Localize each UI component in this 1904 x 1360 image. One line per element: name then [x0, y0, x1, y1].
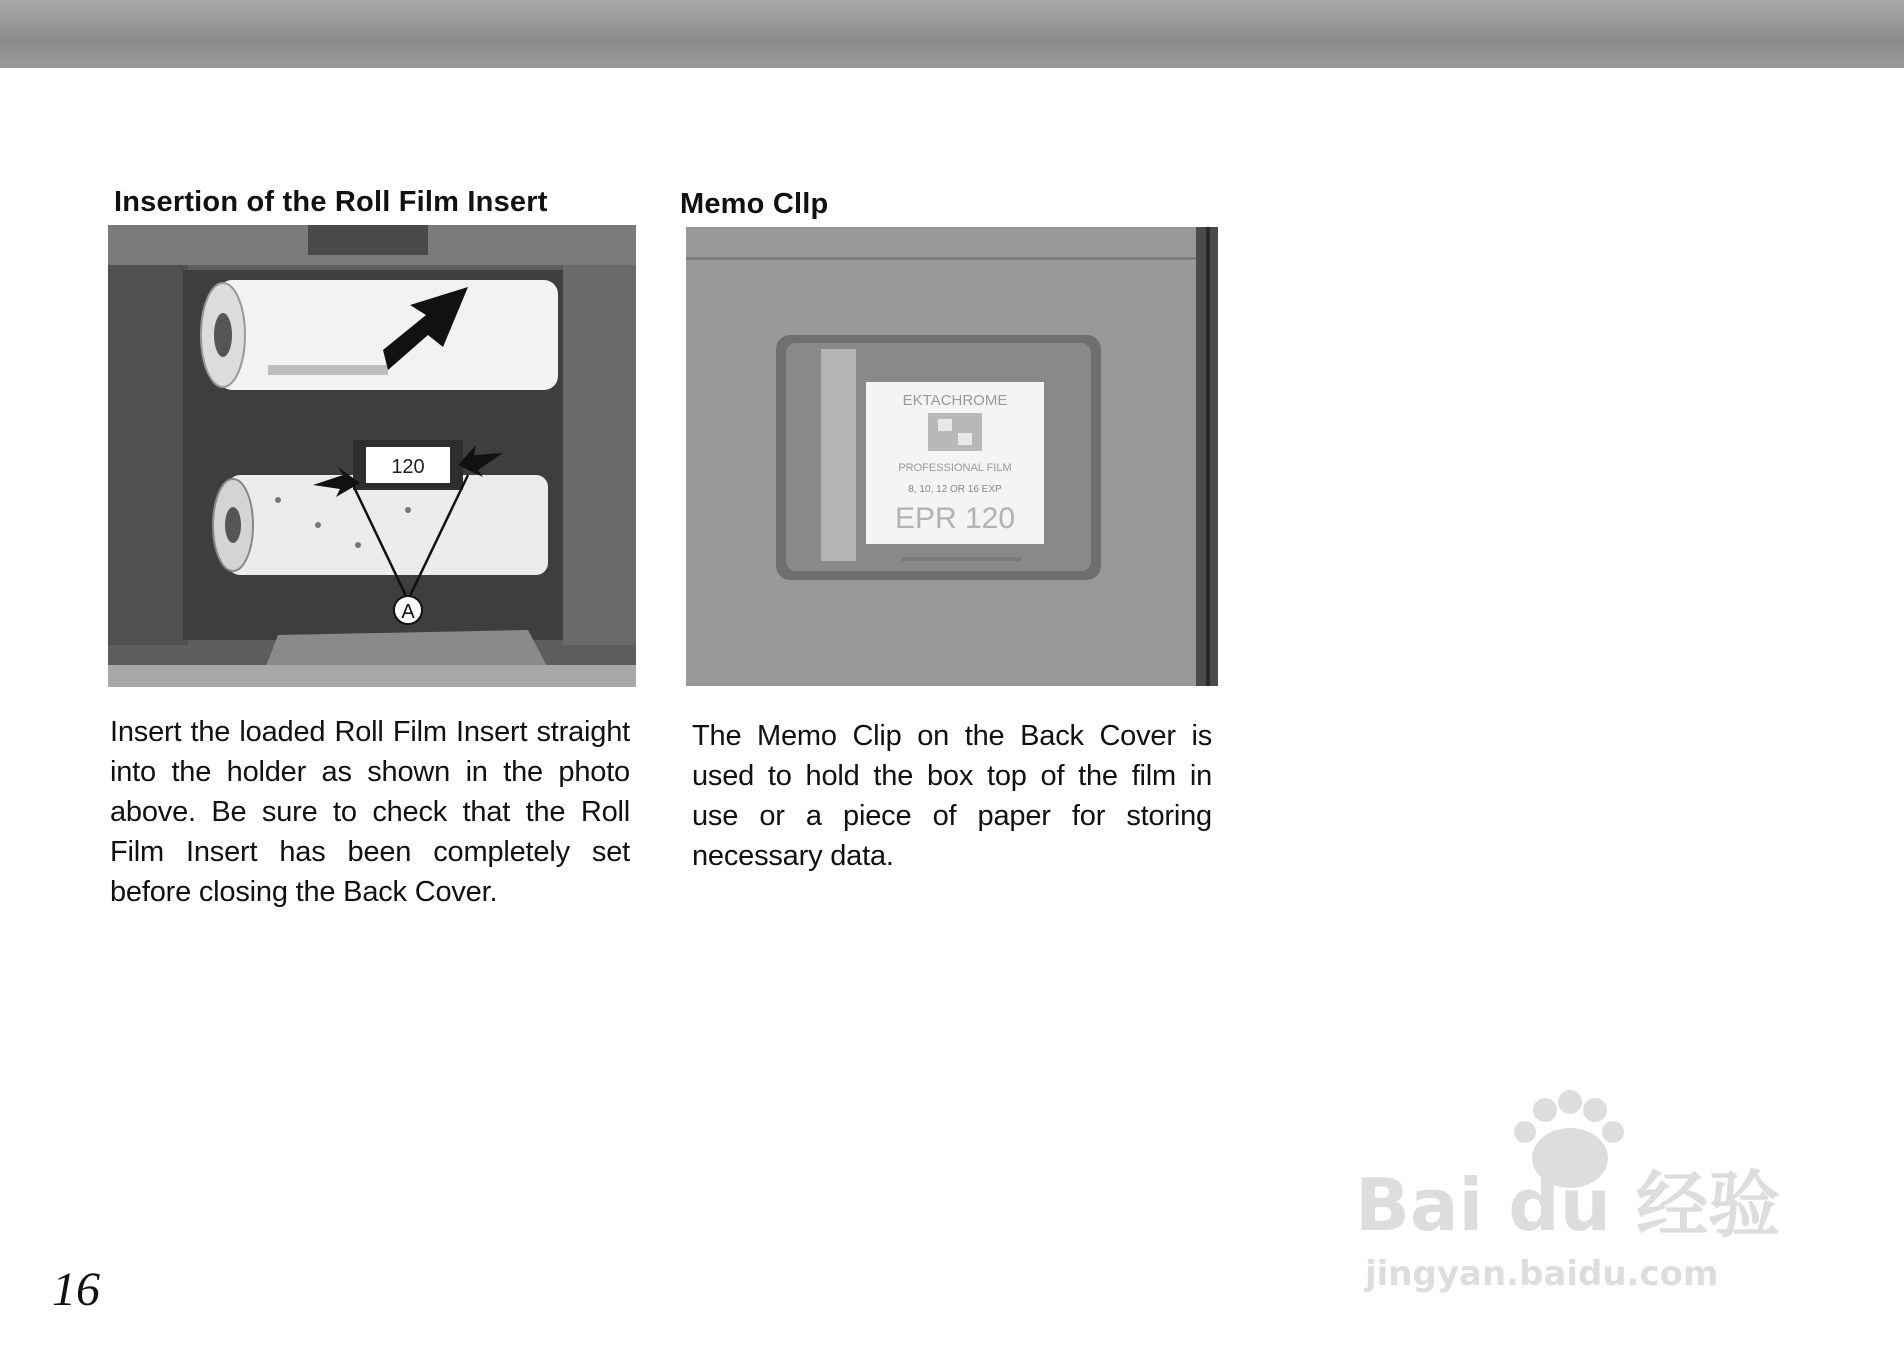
film-line-label: PROFESSIONAL FILM	[898, 462, 1012, 474]
memo-clip-description: The Memo Clip on the Back Cover is used to hold the box top of the film in use or a piece of paper for storing necessary data.	[692, 720, 1212, 872]
roll-film-insert-description: Insert the loaded Roll Film Insert straight into the holder as shown in the photo above. Be sure to check that the Roll Film Insert has been completely set before closing the Back Cover.	[110, 716, 630, 908]
baidu-watermark-logo	[1345, 1080, 1795, 1320]
roll-film-insert-photo	[108, 225, 636, 687]
section-heading-memo-clip: Memo Cllp	[680, 188, 829, 220]
callout-a-label: A	[401, 601, 415, 623]
page-number: 16	[52, 1263, 100, 1316]
section-heading-roll-film-insert: Insertion of the Roll Film Insert	[114, 186, 548, 218]
watermark-brand: Bai du 经验	[1355, 1163, 1781, 1247]
film-code-label: EPR 120	[894, 502, 1016, 535]
memo-clip-photo	[686, 227, 1218, 686]
film-brand-label: EKTACHROME	[902, 392, 1008, 409]
film-exposures-label: 8, 10, 12 OR 16 EXP	[908, 484, 1002, 495]
film-type-label: 120	[391, 456, 425, 478]
top-bar	[0, 0, 1904, 68]
watermark-url: jingyan.baidu.com	[1365, 1254, 1719, 1294]
